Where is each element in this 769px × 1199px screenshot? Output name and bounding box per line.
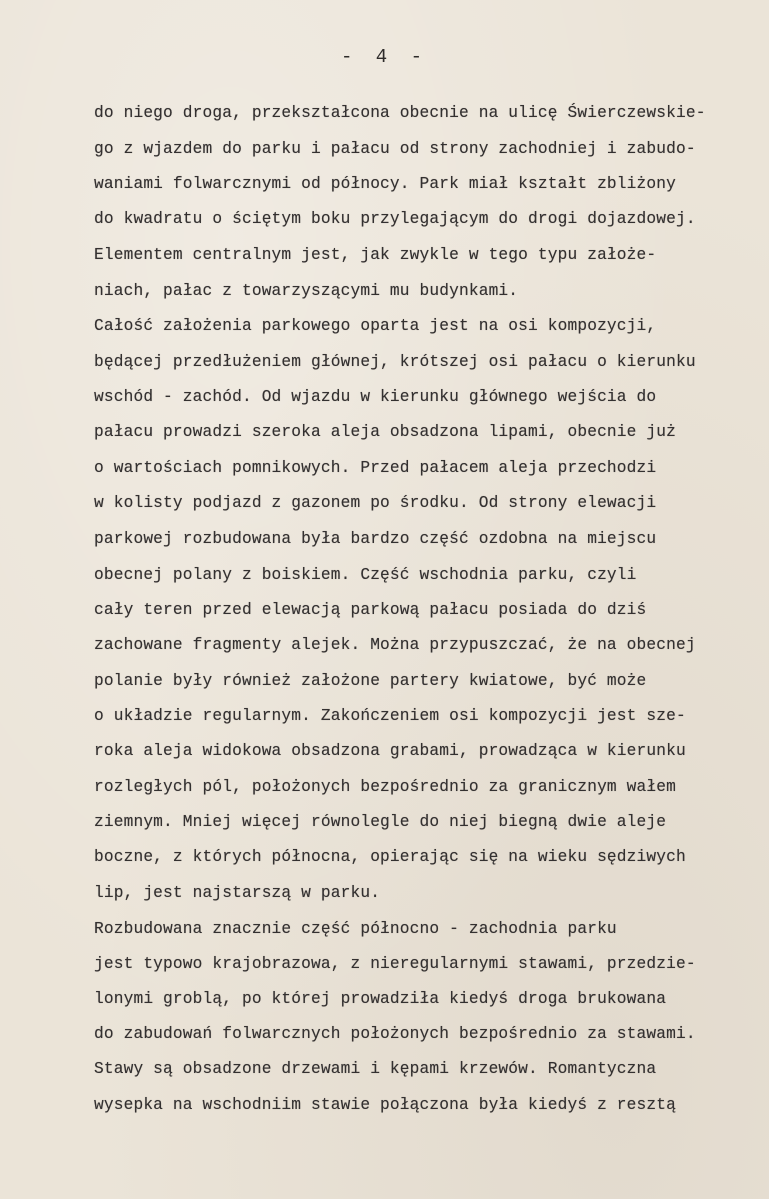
text-line: wysepka na wschodniim stawie połączona była kiedyś z resztą (94, 1096, 676, 1114)
text-line: wschód - zachód. Od wjazdu w kierunku głównego wejścia do (94, 388, 657, 406)
text-line: polanie były również założone partery kwiatowe, być może (94, 672, 647, 690)
text-line: do niego droga, przekształcona obecnie na ulicę Świerczewskie- (94, 104, 706, 122)
text-line: go z wjazdem do parku i pałacu od strony zachodniej i zabudo- (94, 140, 696, 158)
text-line: zachowane fragmenty alejek. Można przypuszczać, że na obecnej (94, 636, 696, 654)
text-line: Stawy są obsadzone drzewami i kępami krzewów. Romantyczna (94, 1060, 657, 1078)
text-line: parkowej rozbudowana była bardzo część ozdobna na miejscu (94, 530, 657, 548)
text-line: do kwadratu o ściętym boku przylegającym do drogi dojazdowej. (94, 210, 696, 228)
text-line: niach, pałac z towarzyszącymi mu budynkami. (94, 282, 519, 300)
text-line: o układzie regularnym. Zakończeniem osi kompozycji jest sze- (94, 707, 686, 725)
text-line: cały teren przed elewacją parkową pałacu posiada do dziś (94, 601, 647, 619)
text-line: rozległych pól, położonych bezpośrednio za granicznym wałem (94, 778, 676, 796)
text-line: lonymi groblą, po której prowadziła kiedyś droga brukowana (94, 990, 667, 1008)
text-line: lip, jest najstarszą w parku. (94, 884, 381, 902)
text-line: Elementem centralnym jest, jak zwykle w tego typu założe- (94, 246, 657, 264)
text-line: Całość założenia parkowego oparta jest na osi kompozycji, (94, 317, 657, 335)
text-line: boczne, z których północna, opierając się na wieku sędziwych (94, 848, 686, 866)
text-line: w kolisty podjazd z gazonem po środku. Od strony elewacji (94, 494, 657, 512)
text-line: waniami folwarcznymi od północy. Park miał kształt zbliżony (94, 175, 676, 193)
text-line: jest typowo krajobrazowa, z nieregularnymi stawami, przedzie- (94, 955, 696, 973)
text-line: ziemnym. Mniej więcej równolegle do niej biegną dwie aleje (94, 813, 667, 831)
page-number: - 4 - (340, 46, 428, 68)
text-line: o wartościach pomnikowych. Przed pałacem aleja przechodzi (94, 459, 657, 477)
text-line: Rozbudowana znacznie część północno - zachodnia parku (94, 920, 617, 938)
text-line: pałacu prowadzi szeroka aleja obsadzona lipami, obecnie już (94, 423, 676, 441)
text-line: roka aleja widokowa obsadzona grabami, prowadząca w kierunku (94, 742, 686, 760)
text-line: do zabudowań folwarcznych położonych bezpośrednio za stawami. (94, 1025, 696, 1043)
text-line: będącej przedłużeniem głównej, krótszej osi pałacu o kierunku (94, 353, 696, 371)
text-line: obecnej polany z boiskiem. Część wschodnia parku, czyli (94, 566, 637, 584)
